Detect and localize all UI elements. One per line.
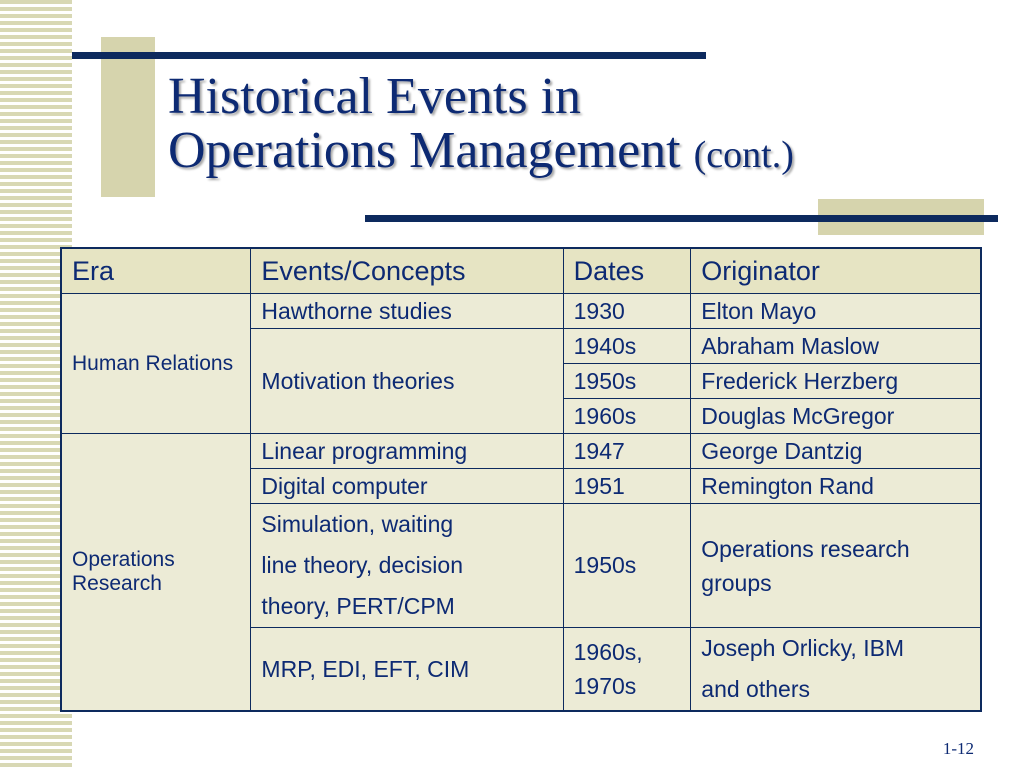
page-number: 1-12	[942, 739, 974, 758]
originator-cell	[691, 504, 981, 628]
date-cell: 1947	[563, 434, 691, 469]
event-cell: MRP, EDI, EFT, CIM	[251, 628, 563, 712]
originator-cell: Douglas McGregor	[691, 399, 981, 434]
originator-line: Joseph Orlicky, IBM	[701, 635, 905, 661]
date-cell: 1950s	[563, 364, 691, 399]
event-cell	[251, 504, 563, 628]
originator-cell: George Dantzig	[691, 434, 981, 469]
date-cell: 1940s	[563, 329, 691, 364]
table-header-row	[61, 248, 981, 294]
event-cell: Motivation theories	[251, 329, 563, 434]
date-cell: 1950s	[563, 504, 691, 628]
title-line-2-main: Operations Management	[168, 122, 681, 179]
title-line-2	[168, 124, 988, 182]
title-suffix: (cont.)	[693, 134, 794, 176]
event-cell: Hawthorne studies	[251, 294, 563, 329]
date-line: 1960s,	[573, 639, 643, 665]
date-cell	[563, 628, 691, 712]
decorative-block-top	[101, 37, 155, 197]
date-cell: 1951	[563, 469, 691, 504]
originator-cell: Remington Rand	[691, 469, 981, 504]
event-cell: Linear programming	[251, 434, 563, 469]
event-cell: Digital computer	[251, 469, 563, 504]
slide-title	[168, 70, 988, 182]
originator-cell: Frederick Herzberg	[691, 364, 981, 399]
originator-line: Operations research	[701, 535, 910, 562]
originator-line: and others	[701, 676, 810, 702]
date-line: 1970s	[573, 673, 637, 699]
title-line-1: Historical Events in	[168, 68, 582, 125]
decorative-line-bottom	[365, 215, 998, 222]
originator-cell	[691, 628, 981, 712]
date-cell: 1960s	[563, 399, 691, 434]
era-human-relations: Human Relations	[61, 294, 251, 434]
originator-cell: Abraham Maslow	[691, 329, 981, 364]
event-line: line theory, decision	[261, 552, 463, 578]
date-cell: 1930	[563, 294, 691, 329]
header-era: Era	[61, 248, 251, 294]
originator-line: groups	[701, 569, 772, 596]
header-originator: Originator	[691, 248, 981, 294]
table-row	[61, 434, 981, 469]
era-operations-research: Operations Research	[61, 434, 251, 712]
originator-cell: Elton Mayo	[691, 294, 981, 329]
event-line: Simulation, waiting	[261, 511, 454, 537]
header-dates: Dates	[563, 248, 691, 294]
header-events: Events/Concepts	[251, 248, 563, 294]
event-line: theory, PERT/CPM	[261, 593, 455, 619]
decorative-line-top	[72, 52, 706, 59]
table-row	[61, 294, 981, 329]
historical-events-table	[60, 247, 982, 712]
